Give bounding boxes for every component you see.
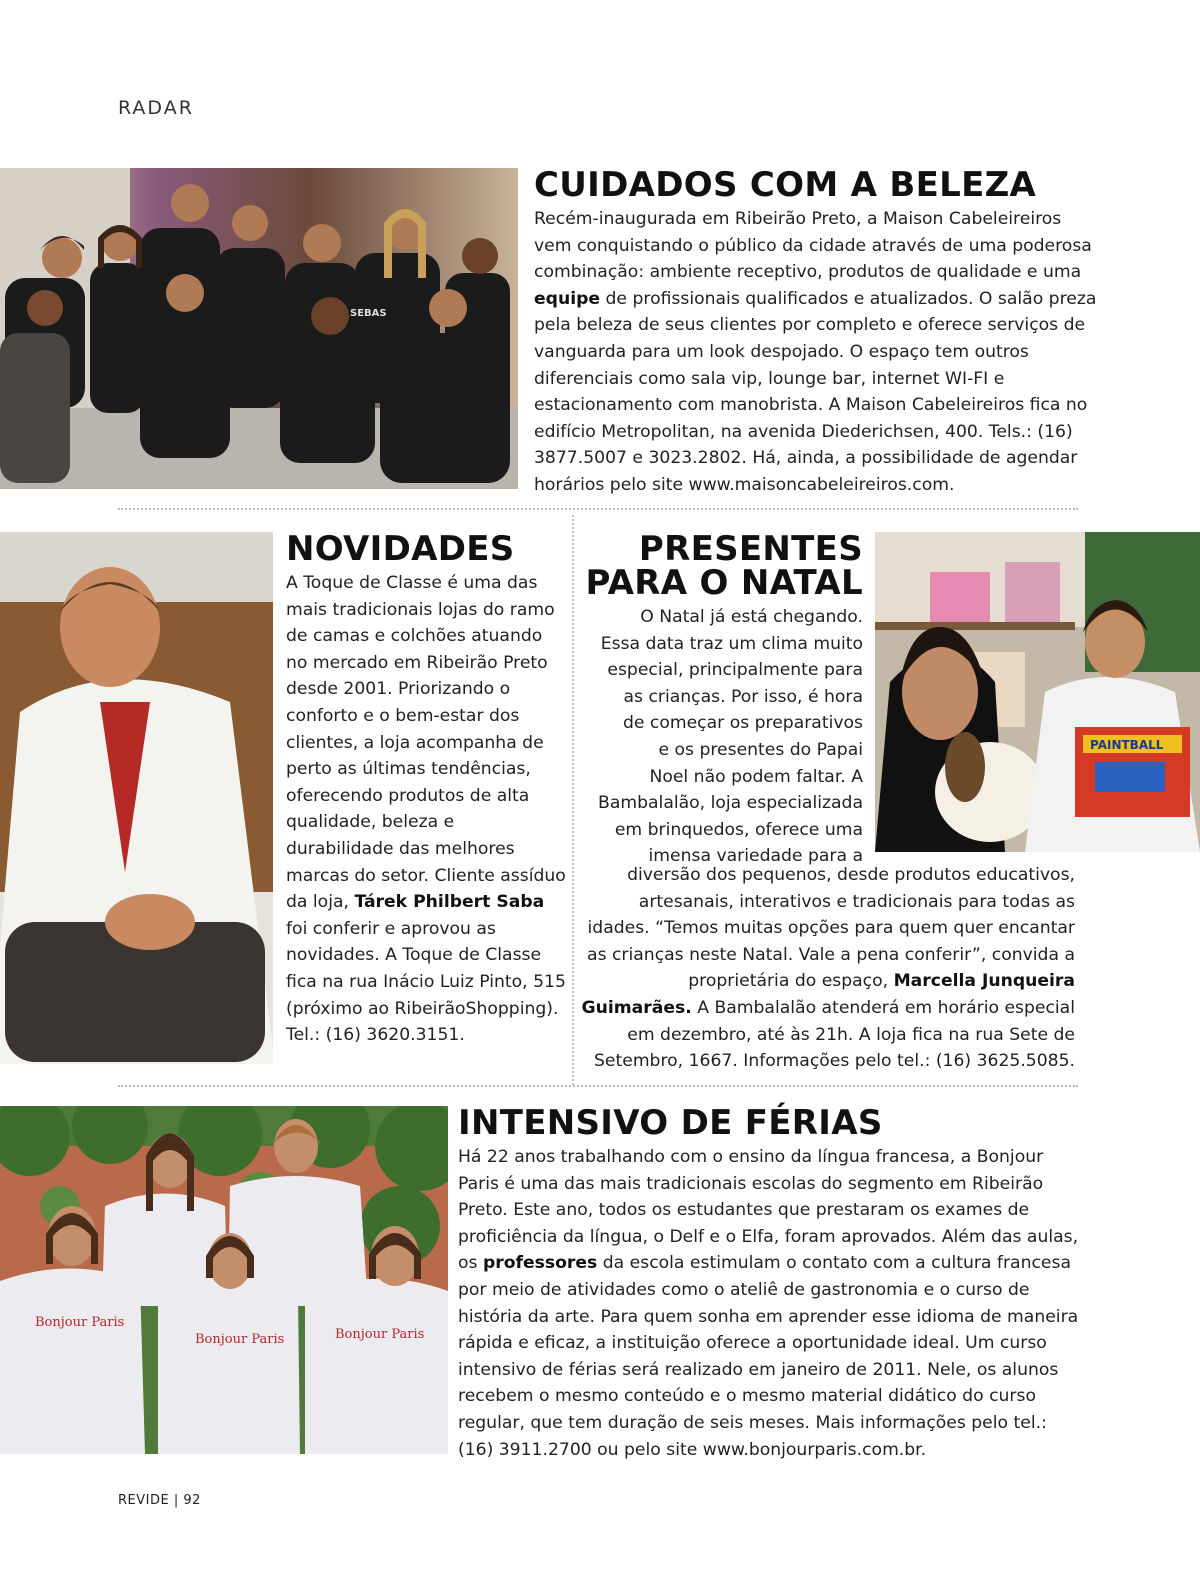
store-client-photo xyxy=(0,532,273,1064)
school-teachers-photo xyxy=(0,1106,448,1454)
article-beleza xyxy=(534,165,1102,499)
article-natal-body xyxy=(580,862,1075,1075)
article-body: diversão dos pequenos, desde produtos educativos, artesanais, interativos e tradicionais para todas as idades. “Temos muitas opções para quem quer encantar as crianças neste Natal. Vale a pena conferir”, convida a proprietária do espaço, Marcella Junqueira Guimarães. A Bambalalão atenderá em horário especial em dezembro, até às 21h. A loja fica na rua Sete de Setembro, 1667. Informações pelo tel.: (16) 3625.5085. xyxy=(581,865,1075,1072)
article-title-line1: PRESENTES xyxy=(638,529,863,569)
article-title: INTENSIVO DE FÉRIAS xyxy=(458,1103,883,1143)
article-body-line: Noel não podem faltar. A xyxy=(649,766,863,787)
article-contact: Tel.: (16) 3620.3151. xyxy=(286,1025,465,1046)
article-body-line: imensa variedade para a xyxy=(648,846,863,867)
magazine-name: REVIDE xyxy=(118,1493,170,1508)
shirt-logo-text: Bonjour Paris xyxy=(195,1332,285,1347)
divider xyxy=(118,1085,1078,1087)
column-divider xyxy=(572,515,574,1085)
shirt-logo-text: Bonjour Paris xyxy=(35,1315,125,1330)
article-body-line: O Natal já está chegando. xyxy=(640,607,863,627)
toy-store-photo xyxy=(875,532,1200,852)
article-title: NOVIDADES xyxy=(286,529,515,569)
article-body-line: de começar os preparativos xyxy=(622,713,863,734)
article-body: Há 22 anos trabalhando com o ensino da língua francesa, a Bonjour Paris é uma das mais tradicionais escolas do segmento em Ribeirão Preto. Este ano, todos os estudantes que prestaram os exames de proficiência da língua, o Delf e o Elfa, foram aprovados. Além das aulas, os professores da escola estimulam o contato com a cultura francesa por meio de atividades como o ateliê de gastronomia e o curso de história da arte. Para quem sonha em aprender esse idioma de maneira rápida e eficaz, a instituição oferece a oportunidade ideal. Um curso intensivo de férias será realizado em janeiro de 2011. Nele, os alunos recebem o mesmo conteúdo e o mesmo material didático do curso regular, que tem duração de seis meses. Mais informações pelo tel.: (16) 3911.2700 ou pelo site www.bonjourparis.com.br. xyxy=(458,1147,1079,1460)
footer-separator: | xyxy=(173,1493,179,1508)
shirt-logo-text: SEBAS xyxy=(350,308,387,319)
article-body: Recém-inaugurada em Ribeirão Preto, a Maison Cabeleireiros vem conquistando o público da cidade através de uma poderosa combinação: ambiente receptivo, produtos de qualidade e uma equipe de profissionais qualificados e atualizados. O salão preza pela beleza de seus clientes por completo e oferece serviços de vanguarda para um look despojado. O espaço tem outros diferenciais como sala vip, lounge bar, internet WI-FI e estacionamento com manobrista. A Maison Cabeleireiros fica no edifício Metropolitan, na avenida Diederichsen, 400. Tels.: (16) 3877.5007 e 3023.2802. Há, ainda, a possibilidade de agendar horários pelo site www.maisoncabeleireiros.com. xyxy=(534,209,1097,495)
article-title-line2: PARA O NATAL xyxy=(585,563,863,603)
page-footer xyxy=(118,1493,201,1508)
article-body-line: Bambalalão, loja especializada xyxy=(598,793,863,814)
salon-team-photo xyxy=(0,168,518,489)
toy-box-label: PAINTBALL xyxy=(1090,738,1164,752)
article-body-line: as crianças. Por isso, é hora xyxy=(623,686,863,707)
article-ferias xyxy=(458,1103,1083,1463)
section-label: RADAR xyxy=(118,97,194,119)
article-natal-head xyxy=(580,529,863,870)
article-novidades xyxy=(286,529,566,1049)
article-title: CUIDADOS COM A BELEZA xyxy=(534,165,1037,205)
page-number: 92 xyxy=(183,1493,201,1508)
article-body-line: e os presentes do Papai xyxy=(658,739,863,760)
article-body-line: em brinquedos, oferece uma xyxy=(614,819,863,840)
article-body-line: Essa data traz um clima muito xyxy=(600,633,863,654)
shirt-logo-text: Bonjour Paris xyxy=(335,1327,425,1342)
divider xyxy=(118,508,1078,510)
article-body: A Toque de Classe é uma das mais tradicionais lojas do ramo de camas e colchões atuando no mercado em Ribeirão Preto desde 2001. Priorizando o conforto e o bem-estar dos clientes, a loja acompanha de perto as últimas tendências, oferecendo produtos de alta qualidade, beleza e durabilidade das melhores marcas do setor. Cliente assíduo da loja, Tárek Philbert Saba foi conferir e aprovou as novidades. A Toque de Classe fica na rua Inácio Luiz Pinto, 515 (próximo ao RibeirãoShopping). xyxy=(286,573,566,1019)
article-body-line: especial, principalmente para xyxy=(607,660,863,681)
